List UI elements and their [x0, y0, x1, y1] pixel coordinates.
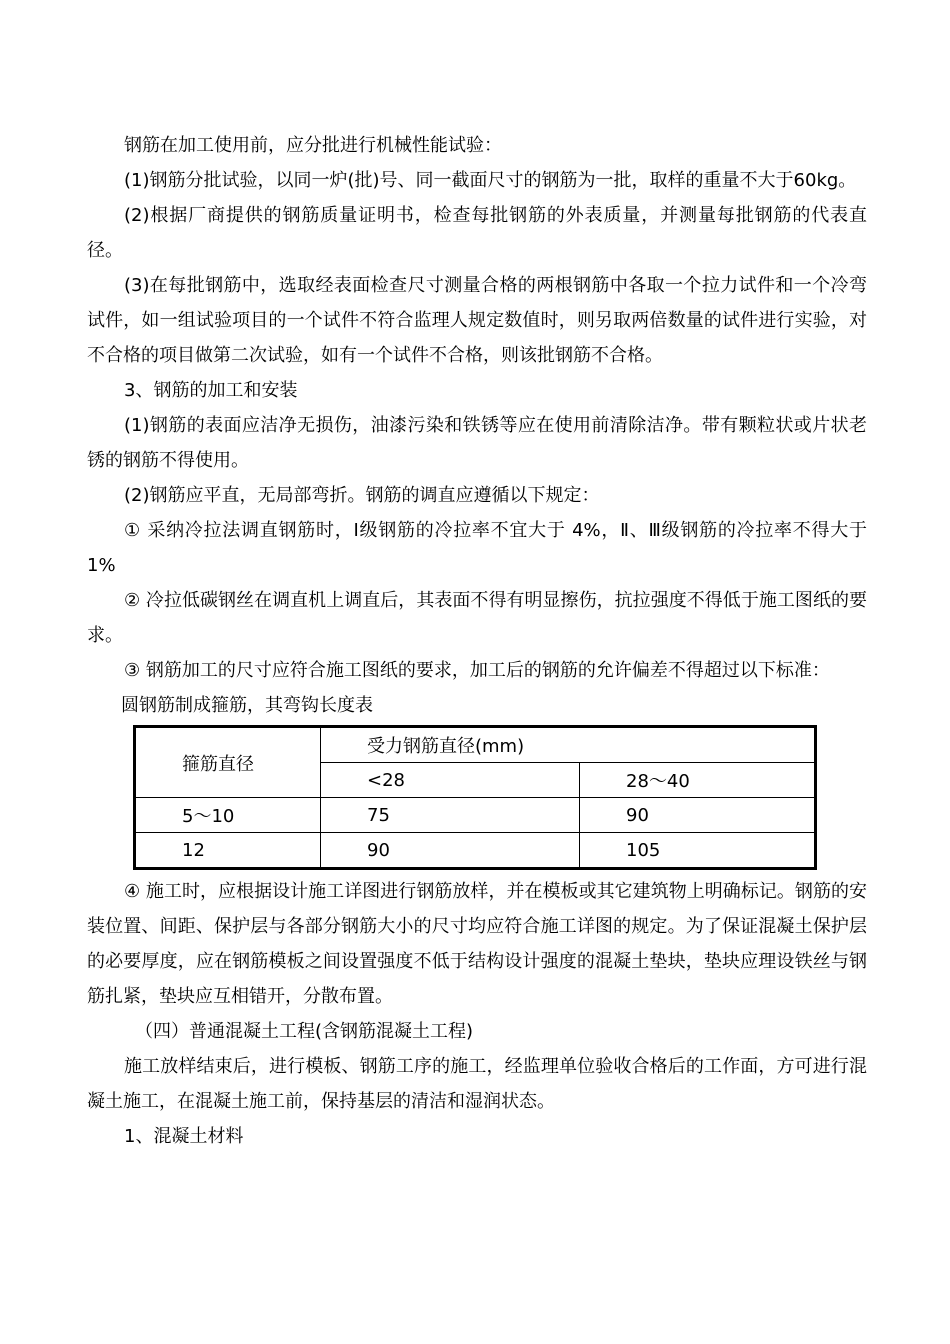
paragraph: ② 冷拉低碳钢丝在调直机上调直后，其表面不得有明显擦伤，抗拉强度不得低于施工图纸的要求。 — [87, 590, 867, 646]
section-heading: 3、钢筋的加工和安装 — [124, 380, 298, 401]
paragraph: ③ 钢筋加工的尺寸应符合施工图纸的要求，加工后的钢筋的允许偏差不得超过以下标准： — [124, 660, 830, 681]
document-body — [87, 128, 867, 1154]
table-header-cell: 28～40 — [580, 763, 816, 798]
table-header-cell: 箍筋直径 — [135, 727, 321, 798]
table-header-cell: <28 — [321, 763, 580, 798]
table-caption: 圆钢筋制成箍筋，其弯钩长度表 — [121, 695, 373, 716]
paragraph: (2)根据厂商提供的钢筋质量证明书，检查每批钢筋的外表质量，并测量每批钢筋的代表直径。 — [87, 205, 867, 261]
paragraph: (2)钢筋应平直，无局部弯折。钢筋的调直应遵循以下规定： — [124, 485, 600, 506]
hook-length-table — [133, 725, 817, 870]
paragraph: (3)在每批钢筋中，选取经表面检查尺寸测量合格的两根钢筋中各取一个拉力试件和一个冷弯试件，如一组试验项目的一个试件不符合监理人规定数值时，则另取两倍数量的试件进行实验，对不合格的项目做第二次试验，如有一个试件不合格，则该批钢筋不合格。 — [87, 275, 867, 366]
table-cell: 12 — [135, 833, 321, 869]
paragraph: 施工放样结束后，进行模板、钢筋工序的施工，经监理单位验收合格后的工作面，方可进行混凝土施工，在混凝土施工前，保持基层的清洁和湿润状态。 — [87, 1056, 867, 1112]
table-cell: 75 — [321, 798, 580, 833]
table-cell: 90 — [580, 798, 816, 833]
table-row — [135, 833, 816, 869]
paragraph: 钢筋在加工使用前，应分批进行机械性能试验： — [124, 135, 502, 156]
section-heading: 1、混凝土材料 — [124, 1126, 244, 1147]
table-cell: 105 — [580, 833, 816, 869]
table-header-row — [135, 727, 816, 763]
paragraph: ① 采纳冷拉法调直钢筋时，Ⅰ级钢筋的冷拉率不宜大于 4%，Ⅱ、Ⅲ级钢筋的冷拉率不得大于 1% — [87, 520, 867, 576]
paragraph: (1)钢筋分批试验，以同一炉(批)号、同一截面尺寸的钢筋为一批，取样的重量不大于60kg。 — [124, 170, 857, 191]
table-header-group: 受力钢筋直径(mm) — [321, 727, 816, 763]
table-cell: 5～10 — [135, 798, 321, 833]
table-row — [135, 798, 816, 833]
paragraph: (1)钢筋的表面应洁净无损伤，油漆污染和铁锈等应在使用前清除洁净。带有颗粒状或片状老锈的钢筋不得使用。 — [87, 415, 867, 471]
section-heading: （四）普通混凝土工程(含钢筋混凝土工程) — [135, 1021, 474, 1042]
paragraph: ④ 施工时，应根据设计施工详图进行钢筋放样，并在模板或其它建筑物上明确标记。钢筋的安装位置、间距、保护层与各部分钢筋大小的尺寸均应符合施工详图的规定。为了保证混凝土保护层的必要厚度，应在钢筋模板之间设置强度不低于结构设计强度的混凝土垫块，垫块应理设铁丝与钢筋扎紧，垫块应互相错开，分散布置。 — [87, 881, 867, 1007]
table-cell: 90 — [321, 833, 580, 869]
